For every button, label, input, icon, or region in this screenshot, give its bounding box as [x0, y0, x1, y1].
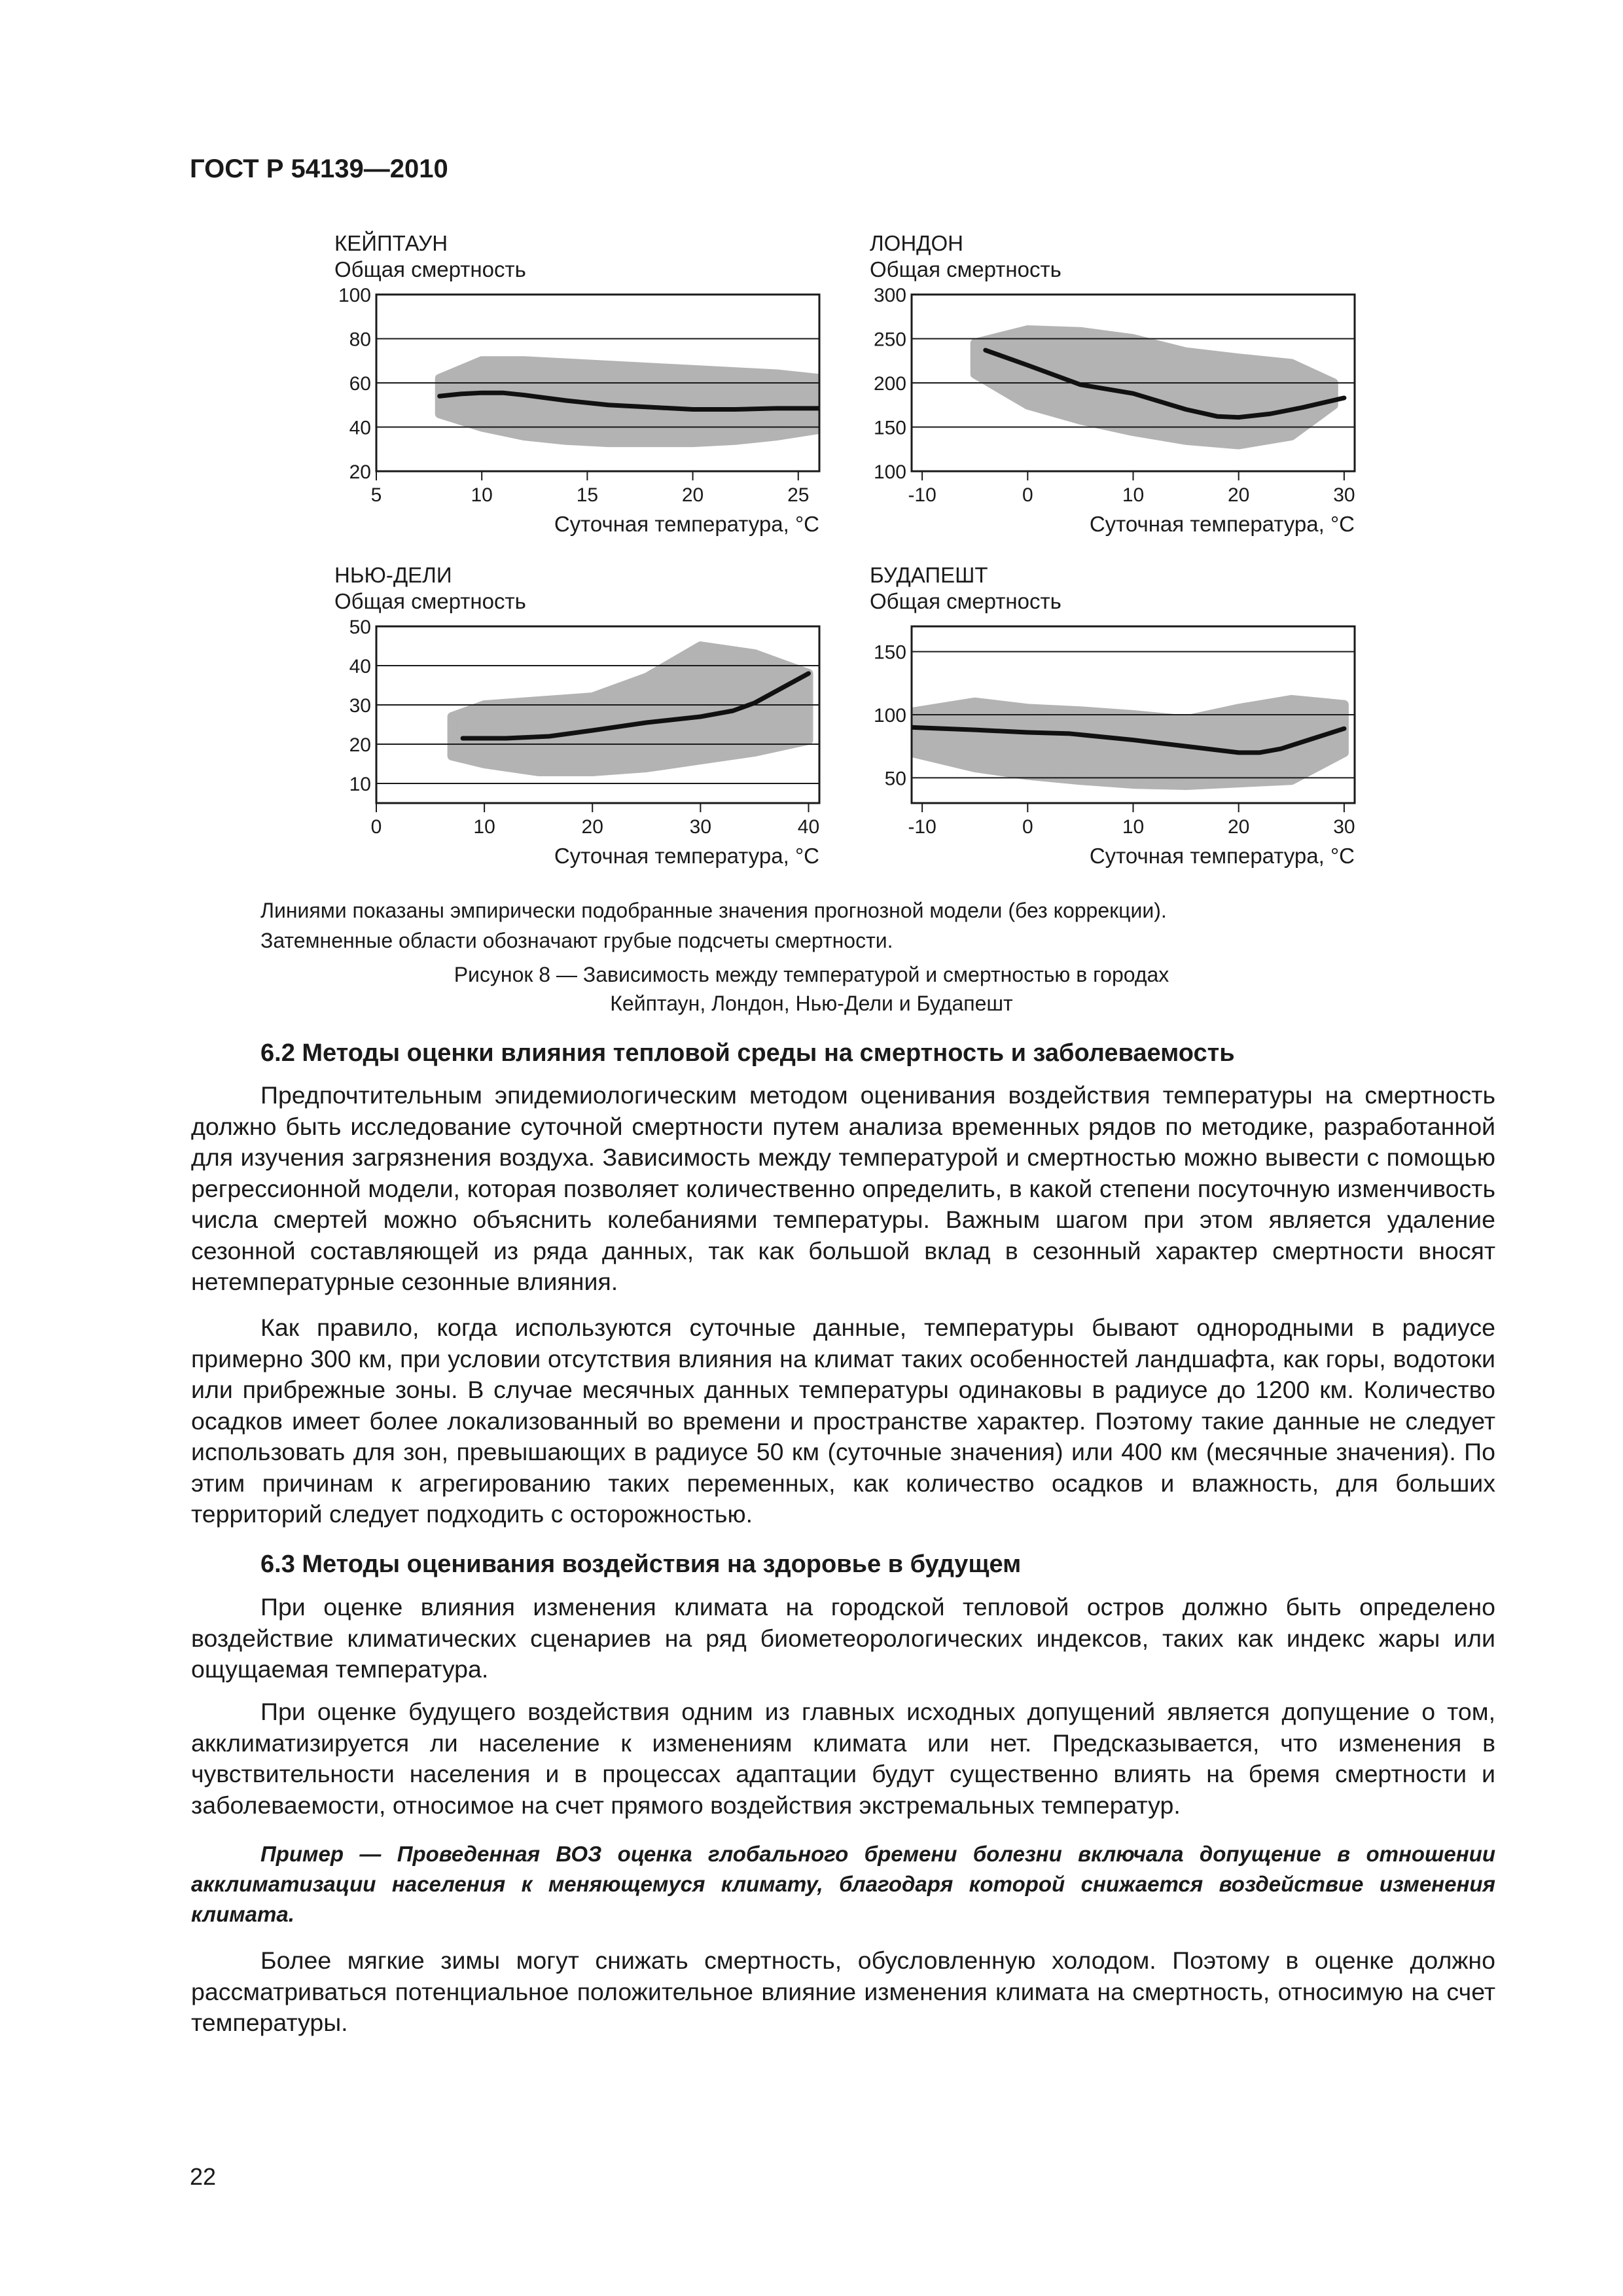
x-tick-label: 10 [471, 484, 493, 506]
chart-title: НЬЮ-ДЕЛИ [334, 563, 452, 587]
y-axis-label: Общая смертность [870, 589, 1061, 613]
x-tick-label: 20 [581, 816, 603, 838]
y-tick-label: 300 [873, 285, 906, 306]
figure-note-line: Затемненные области обозначают грубые подсчеты смертности. [260, 929, 893, 952]
y-tick-label: 50 [884, 768, 906, 790]
x-tick-label: -10 [908, 816, 936, 838]
figure-note-line: Линиями показаны эмпирически подобранные значения прогнозной модели (без коррекции). [260, 899, 1167, 922]
y-axis-label: Общая смертность [334, 257, 526, 281]
x-axis-label: Суточная температура, °C [554, 512, 819, 536]
y-tick-label: 20 [349, 461, 371, 483]
x-tick-label: 15 [576, 484, 599, 506]
y-tick-label: 10 [349, 774, 371, 795]
chart-title: ЛОНДОН [870, 231, 964, 255]
chart-cape-town [330, 226, 867, 566]
y-tick-label: 60 [349, 373, 371, 395]
figure-caption-line: Кейптаун, Лондон, Нью-Дели и Будапешт [610, 992, 1013, 1015]
x-tick-label: 20 [681, 484, 704, 506]
y-tick-label: 80 [349, 329, 371, 351]
x-tick-label: 25 [787, 484, 810, 506]
y-axis-label: Общая смертность [334, 589, 526, 613]
y-tick-label: 30 [349, 695, 371, 717]
y-tick-label: 250 [873, 329, 906, 351]
page-number: 22 [190, 2163, 217, 2190]
chart-budapest [866, 558, 1402, 898]
paragraph: При оценке будущего воздействия одним из главных исходных допущений является допущение о том, акклиматизируется ли население к изменениям климата или нет. Предсказывается, что изменения в чувствительности населения и в процессах адаптации будут существенно влиять на бремя смертности и заболеваемости, относимое на счет прямого воздействия экстремальных температур. [191, 1698, 1495, 1819]
figure-caption [190, 960, 1433, 1018]
x-axis-label: Суточная температура, °C [554, 844, 819, 868]
section-heading-6-2: 6.2 Методы оценки влияния тепловой среды на смертность и заболеваемость [260, 1039, 1235, 1067]
x-tick-label: 30 [1333, 816, 1355, 838]
paragraph: При оценке влияния изменения климата на городской тепловой остров должно быть определено воздействие климатических сценариев на ряд биометеорологических индексов, таких как индекс жары или ощущаемая температура. [191, 1593, 1495, 1683]
x-tick-label: 40 [797, 816, 820, 838]
figure-caption-line: Рисунок 8 — Зависимость между температурой и смертностью в городах [454, 963, 1169, 986]
y-tick-label: 150 [873, 417, 906, 439]
paragraph: Более мягкие зимы могут снижать смертность, обусловленную холодом. Поэтому в оценке должно рассматриваться потенциальное положительное влияние изменения климата на смертность, относимую на счет температуры. [191, 1946, 1495, 2036]
y-tick-label: 20 [349, 734, 371, 756]
chart-new-delhi [330, 558, 867, 898]
x-tick-label: 0 [1022, 484, 1033, 506]
x-tick-label: 0 [1022, 816, 1033, 838]
y-tick-label: 40 [349, 656, 371, 677]
x-tick-label: 10 [1122, 816, 1145, 838]
paragraph: Как правило, когда используются суточные данные, температуры бывают однородными в радиусе примерно 300 км, при условии отсутствия влияния на климат таких особенностей ландшафта, как горы, водотоки или прибрежные зоны. В случае месячных данных температуры одинаковы в радиусе до 1200 км. Количество осадков имеет более локализованный во времени и пространстве характер. Поэтому такие данные не следует использовать для зон, превышающих в радиусе 50 км (суточные значения) или 400 км (месячные значения). По этим причинам к агрегированию таких переменных, как количество осадков и влажность, для больших территорий следует подходить с осторожностью. [191, 1314, 1495, 1528]
y-tick-label: 150 [873, 641, 906, 664]
y-tick-label: 100 [873, 705, 906, 726]
section-heading-6-3: 6.3 Методы оценивания воздействия на здоровье в будущем [260, 1551, 1022, 1578]
y-tick-label: 100 [338, 285, 371, 306]
x-tick-label: 20 [1228, 484, 1250, 506]
paragraph: Предпочтительным эпидемиологическим методом оценивания воздействия температуры на смертность должно быть исследование суточной смертности путем анализа временных рядов по методике, разработанной для изучения загрязнения воздуха. Зависимость между температурой и смертностью можно вывести с помощью регрессионной модели, которая позволяет количественно определить, в какой степени посуточную изменчивость числа смертей можно объяснить колебаниями температуры. Важным шагом при этом является удаление сезонной составляющей из ряда данных, так как большой вклад в сезонный характер смертности вносят нетемпературные сезонные влияния. [191, 1081, 1495, 1295]
chart-london [866, 226, 1402, 566]
x-tick-label: 30 [689, 816, 712, 838]
estimate-band [440, 361, 819, 442]
y-tick-label: 50 [349, 617, 371, 638]
y-axis-label: Общая смертность [870, 257, 1061, 281]
y-tick-label: 40 [349, 417, 371, 439]
estimate-band [912, 700, 1344, 785]
example-note: Пример — Проведенная ВОЗ оценка глобального бремени болезни включала допущение в отношении акклиматизации населения к меняющемуся климату, благодаря которой снижается воздействие изменения климата. [191, 1842, 1495, 1926]
estimate-band [452, 646, 809, 772]
x-axis-label: Суточная температура, °C [1089, 844, 1355, 868]
chart-title: КЕЙПТАУН [334, 231, 448, 255]
x-tick-label: 30 [1333, 484, 1355, 506]
figure-note [260, 895, 1438, 956]
x-tick-label: -10 [908, 484, 936, 506]
chart-title: БУДАПЕШТ [870, 563, 988, 587]
standard-header: ГОСТ Р 54139—2010 [190, 154, 448, 183]
chart-svg [866, 558, 1402, 898]
y-tick-label: 200 [873, 373, 906, 395]
chart-svg [330, 558, 867, 898]
x-tick-label: 0 [370, 816, 382, 838]
x-axis-label: Суточная температура, °C [1089, 512, 1355, 536]
y-tick-label: 100 [873, 461, 906, 483]
x-tick-label: 5 [370, 484, 382, 506]
x-tick-label: 10 [473, 816, 495, 838]
x-tick-label: 20 [1228, 816, 1250, 838]
x-tick-label: 10 [1122, 484, 1145, 506]
chart-svg [330, 226, 867, 566]
chart-svg [866, 226, 1402, 566]
